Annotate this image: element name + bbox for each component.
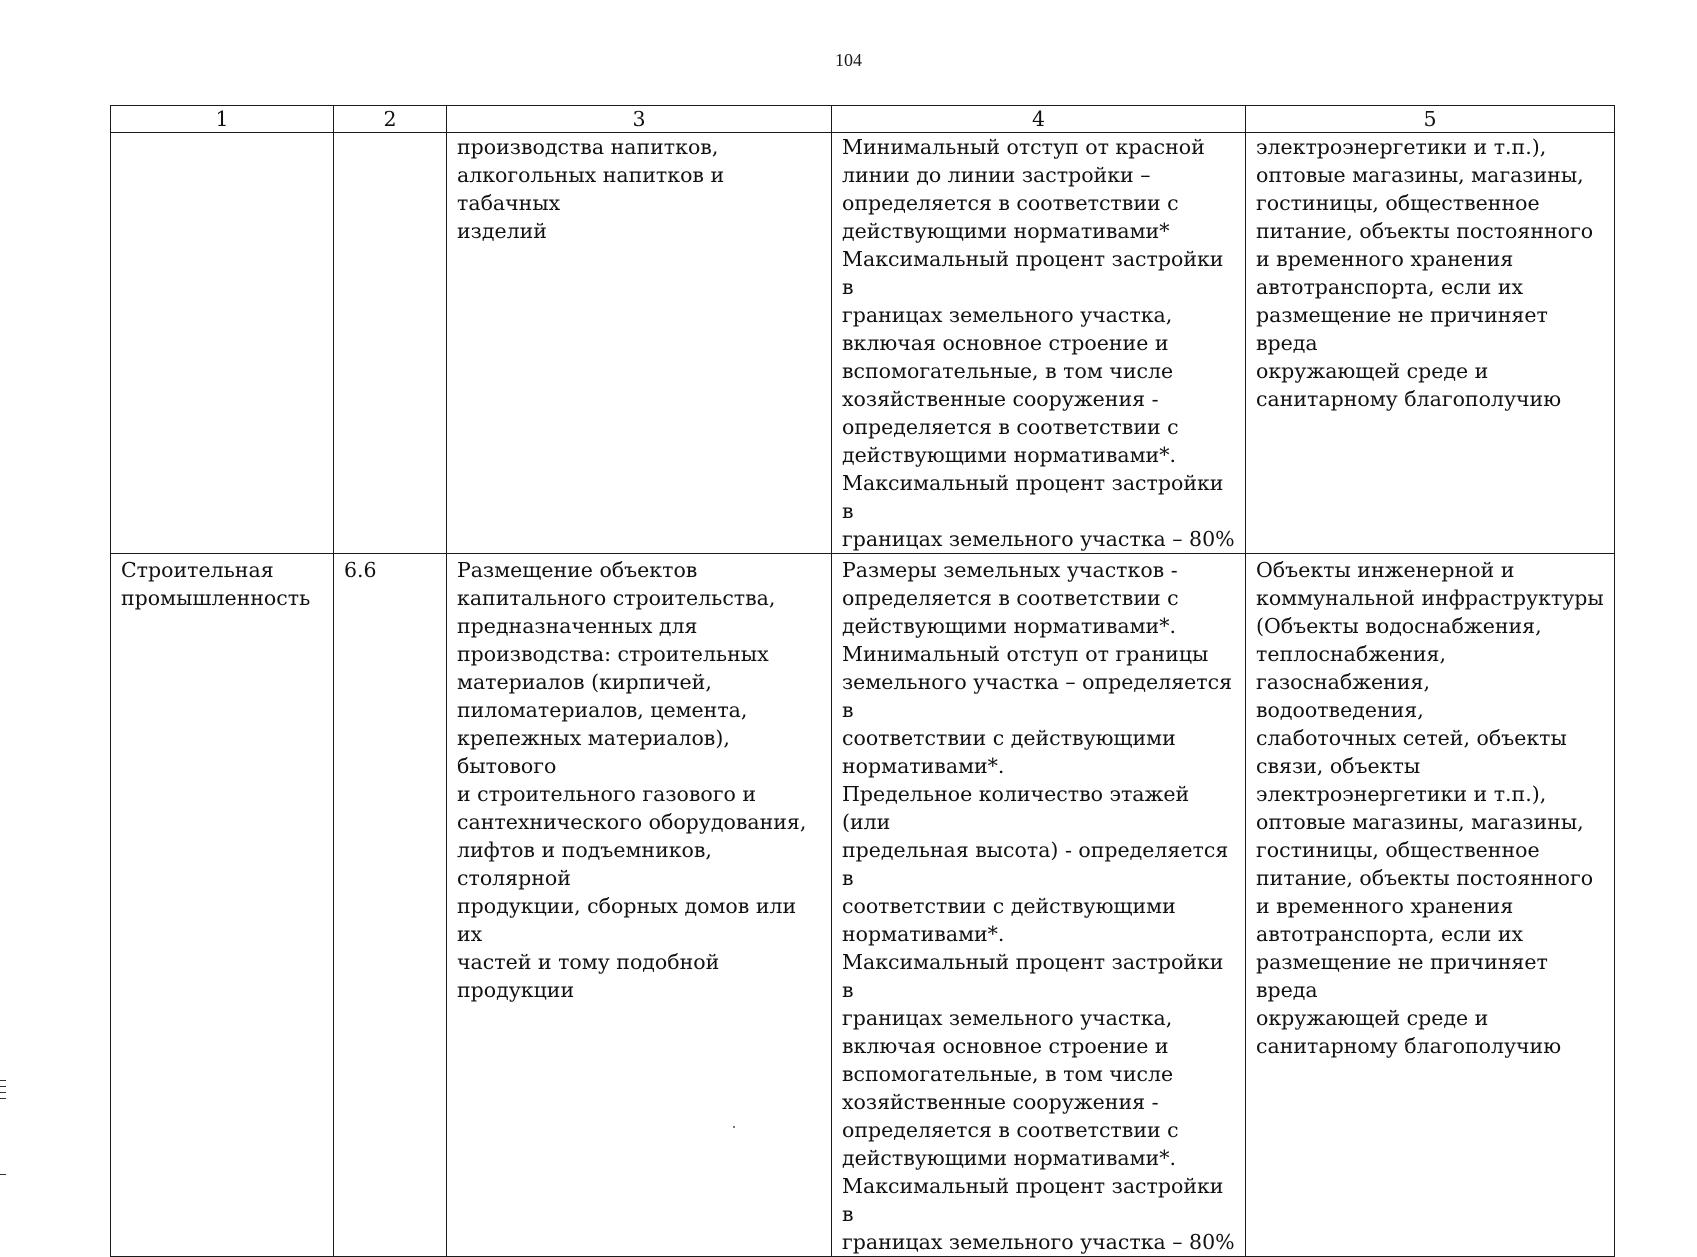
use-type-name-cell	[111, 133, 334, 554]
use-description-cell: производства напитков, алкогольных напитков и табачных изделий	[447, 133, 832, 554]
auxiliary-uses-cell: электроэнергетики и т.п.), оптовые магазины, магазины, гостиницы, общественное питание, объекты постоянного и временного хранения автотранспорта, если их размещение не причиняет вреда окружающей среде и санитарному благополучию	[1246, 133, 1615, 554]
column-header-4: 4	[832, 106, 1246, 133]
column-header-3: 3	[447, 106, 832, 133]
column-header-2: 2	[334, 106, 447, 133]
table-row	[111, 133, 1615, 554]
column-header-1: 1	[111, 106, 334, 133]
use-type-code-cell: 6.6	[334, 554, 447, 1257]
land-use-table	[110, 105, 1615, 1257]
scan-margin-mark	[0, 1174, 6, 1175]
use-type-name-cell: Строительная промышленность	[111, 554, 334, 1257]
page-number: 104	[835, 50, 862, 70]
building-parameters-cell: Минимальный отступ от красной линии до линии застройки – определяется в соответствии с действующими нормативами* Максимальный процент застройки в границах земельного участка, включая основное строение и вспомогательные, в том числе хозяйственные сооружения - определяется в соответствии с действующими нормативами*. Максимальный процент застройки в границах земельного участка – 80%	[832, 133, 1246, 554]
auxiliary-uses-cell: Объекты инженерной и коммунальной инфраструктуры (Объекты водоснабжения, теплоснабжения, газоснабжения, водоотведения, слаботочных сетей, объекты связи, объекты электроэнергетики и т.п.), оптовые магазины, магазины, гостиницы, общественное питание, объекты постоянного и временного хранения автотранспорта, если их размещение не причиняет вреда окружающей среде и санитарному благополучию	[1246, 554, 1615, 1257]
table-header-row	[111, 106, 1615, 133]
table-row	[111, 554, 1615, 1257]
scan-speck	[733, 1126, 735, 1128]
scan-margin-mark	[0, 1080, 6, 1081]
scan-margin-mark	[0, 1098, 6, 1099]
column-header-5: 5	[1246, 106, 1615, 133]
use-type-code-cell	[334, 133, 447, 554]
scan-margin-mark	[0, 1092, 6, 1093]
building-parameters-cell: Размеры земельных участков - определяется в соответствии с действующими нормативами*. Минимальный отступ от границы земельного участка – определяется в соответствии с действующими нормативами*. Предельное количество этажей (или предельная высота) - определяется в соответствии с действующими нормативами*. Максимальный процент застройки в границах земельного участка, включая основное строение и вспомогательные, в том числе хозяйственные сооружения - определяется в соответствии с действующими нормативами*. Максимальный процент застройки в границах земельного участка – 80%	[832, 554, 1246, 1257]
use-description-cell: Размещение объектов капитального строительства, предназначенных для производства: строительных материалов (кирпичей, пиломатериалов, цемента, крепежных материалов), бытового и строительного газового и сантехнического оборудования, лифтов и подъемников, столярной продукции, сборных домов или их частей и тому подобной продукции	[447, 554, 832, 1257]
scan-margin-mark	[0, 1086, 6, 1087]
